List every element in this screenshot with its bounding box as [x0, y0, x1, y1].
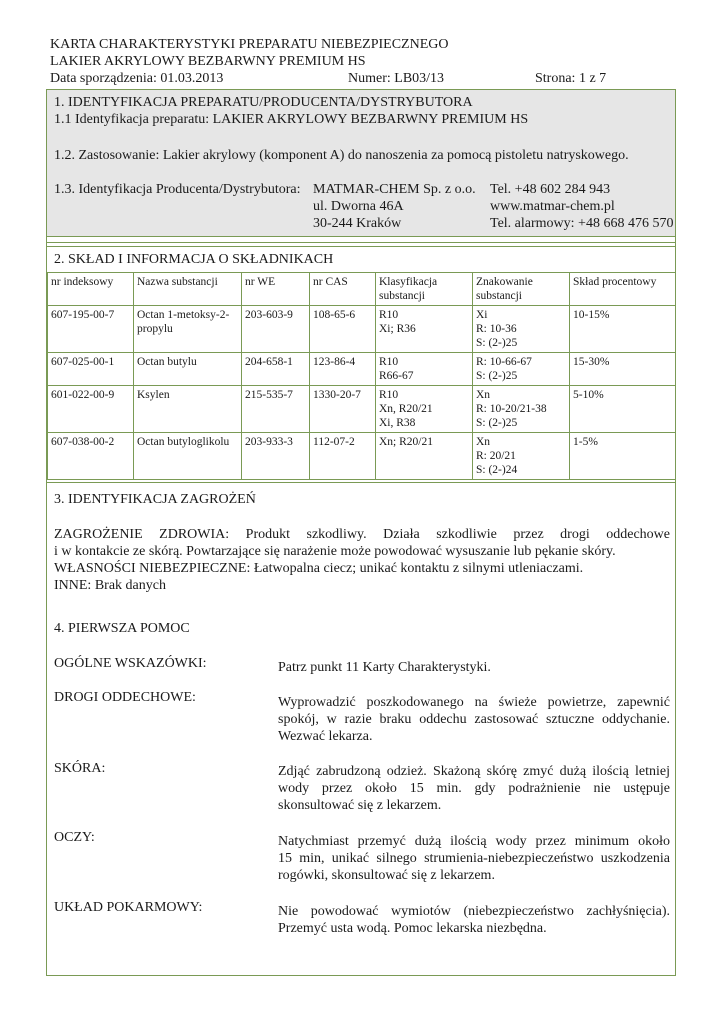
company-name: MATMAR-CHEM Sp. z o.o.: [313, 182, 476, 197]
cell-ec-number: 215-535-7: [242, 386, 310, 433]
header-classification: Klasyfikacja substancji: [376, 273, 473, 306]
cell-ec-number: 203-603-9: [242, 306, 310, 353]
respiratory-label: DROGI ODDECHOWE:: [54, 690, 196, 705]
table-row: [48, 433, 676, 480]
usage-line: 1.2. Zastosowanie: Lakier akrylowy (komponent A) do nanoszenia za pomocą pistoletu natryskowego.: [54, 148, 629, 163]
section2-heading: 2. SKŁAD I INFORMACJA O SKŁADNIKACH: [54, 252, 334, 267]
table-row: [48, 353, 676, 386]
health-hazard: [54, 526, 670, 543]
cell-substance-name: Octan butylu: [134, 353, 242, 386]
cell-percentage: 5-10%: [570, 386, 676, 433]
company-phone: Tel. +48 602 284 943: [490, 182, 611, 197]
header-cas-number: nr CAS: [310, 273, 376, 306]
cell-ec-number: 204-658-1: [242, 353, 310, 386]
cell-cas-number: 112-07-2: [310, 433, 376, 480]
section3-heading: 3. IDENTYFIKACJA ZAGROŻEŃ: [54, 492, 256, 507]
cell-percentage: 1-5%: [570, 433, 676, 480]
document-title: KARTA CHARAKTERYSTYKI PREPARATU NIEBEZPIECZNEGO: [50, 37, 449, 52]
respiratory-line: Wezwać lekarza.: [278, 729, 373, 744]
cell-cas-number: 1330-20-7: [310, 386, 376, 433]
cell-labelling: R: 10-66-67 S: (2-)25: [473, 353, 570, 386]
table-row: [48, 386, 676, 433]
eyes-line: rogówki, skonsultować się z lekarzem.: [278, 868, 495, 883]
company-city: 30-244 Kraków: [313, 216, 402, 231]
section4-heading: 4. PIERWSZA POMOC: [54, 621, 190, 636]
table-header: [48, 273, 676, 306]
divider: [47, 482, 675, 483]
header-percentage: Skład procentowy: [570, 273, 676, 306]
cell-substance-name: Ksylen: [134, 386, 242, 433]
table-row: [48, 306, 676, 353]
header-ec-number: nr WE: [242, 273, 310, 306]
cell-substance-name: Octan 1-metoksy-2-propylu: [134, 306, 242, 353]
skin-label: SKÓRA:: [54, 761, 106, 776]
cell-classification: R10 Xi; R36: [376, 306, 473, 353]
eyes-label: OCZY:: [54, 830, 95, 845]
cell-index-number: 601-022-00-9: [48, 386, 134, 433]
divider: [47, 242, 675, 243]
cell-index-number: 607-038-00-2: [48, 433, 134, 480]
health-hazard-line2: i w kontakcie ze skórą. Powtarzające się narażenie może powodować wysuszanie lub pękanie skóry.: [54, 544, 616, 559]
respiratory-line: spokój, w razie braku oddechu zastosować sztuczne oddychanie.: [278, 712, 670, 727]
company-street: ul. Dworna 46A: [313, 199, 404, 214]
producer-label: 1.3. Identyfikacja Producenta/Dystrybutora:: [54, 182, 301, 197]
composition-table: [47, 272, 676, 480]
cell-substance-name: Octan butyloglikolu: [134, 433, 242, 480]
cell-index-number: 607-025-00-1: [48, 353, 134, 386]
header-labelling: Znakowanie substancji: [473, 273, 570, 306]
creation-date: Data sporządzenia: 01.03.2013: [50, 71, 224, 86]
other-hazards: INNE: Brak danych: [54, 578, 166, 593]
respiratory-line: Wyprowadzić poszkodowanego na świeże powietrze, zapewnić: [278, 695, 670, 710]
page-number: Strona: 1 z 7: [535, 71, 607, 86]
eyes-line: Natychmiast przemyć dużą ilością wody przez minimum około: [278, 834, 670, 849]
emergency-phone: Tel. alarmowy: +48 668 476 570: [490, 216, 674, 231]
skin-text: [278, 763, 670, 814]
divider: [47, 236, 675, 237]
general-label: OGÓLNE WSKAZÓWKI:: [54, 656, 207, 671]
cell-cas-number: 123-86-4: [310, 353, 376, 386]
health-hazard-line1: ZAGROŻENIE ZDROWIA: Produkt szkodliwy. Działa szkodliwie przez drogi oddechowe: [54, 527, 670, 542]
skin-line: skonsultować się z lekarzem.: [278, 798, 442, 813]
skin-line: Zdjąć zabrudzoną odzież. Skażoną skórę zmyć dużą ilością letniej: [278, 764, 670, 779]
respiratory-text: [278, 694, 670, 745]
cell-classification: R10 Xn, R20/21 Xi, R38: [376, 386, 473, 433]
general-text: Patrz punkt 11 Karty Charakterystyki.: [278, 660, 491, 675]
dangerous-properties: WŁASNOŚCI NIEBEZPIECZNE: Łatwopalna ciecz; unikać kontaktu z silnymi utleniaczami.: [54, 561, 584, 576]
eyes-line: 15 min, unikać silnego strumienia-niebezpieczeństwo uszkodzenia: [278, 851, 670, 866]
cell-classification: R10 R66-67: [376, 353, 473, 386]
cell-labelling: Xn R: 10-20/21-38 S: (2-)25: [473, 386, 570, 433]
cell-ec-number: 203-933-3: [242, 433, 310, 480]
digestive-line: Przemyć usta wodą. Pomoc lekarska niezbędna.: [278, 921, 547, 936]
product-name: LAKIER AKRYLOWY BEZBARWNY PREMIUM HS: [50, 54, 366, 69]
cell-labelling: Xn R: 20/21 S: (2-)24: [473, 433, 570, 480]
cell-index-number: 607-195-00-7: [48, 306, 134, 353]
company-website: www.matmar-chem.pl: [490, 199, 615, 214]
digestive-text: [278, 903, 670, 937]
cell-labelling: Xi R: 10-36 S: (2-)25: [473, 306, 570, 353]
eyes-text: [278, 833, 670, 884]
header-substance-name: Nazwa substancji: [134, 273, 242, 306]
preparation-id: 1.1 Identyfikacja preparatu: LAKIER AKRYLOWY BEZBARWNY PREMIUM HS: [54, 112, 529, 127]
digestive-line: Nie powodować wymiotów (niebezpieczeństwo zachłyśnięcia).: [278, 904, 670, 919]
cell-percentage: 15-30%: [570, 353, 676, 386]
cell-percentage: 10-15%: [570, 306, 676, 353]
skin-line: wody przez około 15 min. gdy podrażnienie nie ustępuje: [278, 781, 670, 796]
section1-heading: 1. IDENTYFIKACJA PREPARATU/PRODUCENTA/DYSTRYBUTORA: [54, 95, 473, 110]
divider: [47, 246, 675, 247]
header-index-number: nr indeksowy: [48, 273, 134, 306]
digestive-label: UKŁAD POKARMOWY:: [54, 900, 203, 915]
document-number: Numer: LB03/13: [348, 71, 445, 86]
cell-cas-number: 108-65-6: [310, 306, 376, 353]
cell-classification: Xn; R20/21: [376, 433, 473, 480]
